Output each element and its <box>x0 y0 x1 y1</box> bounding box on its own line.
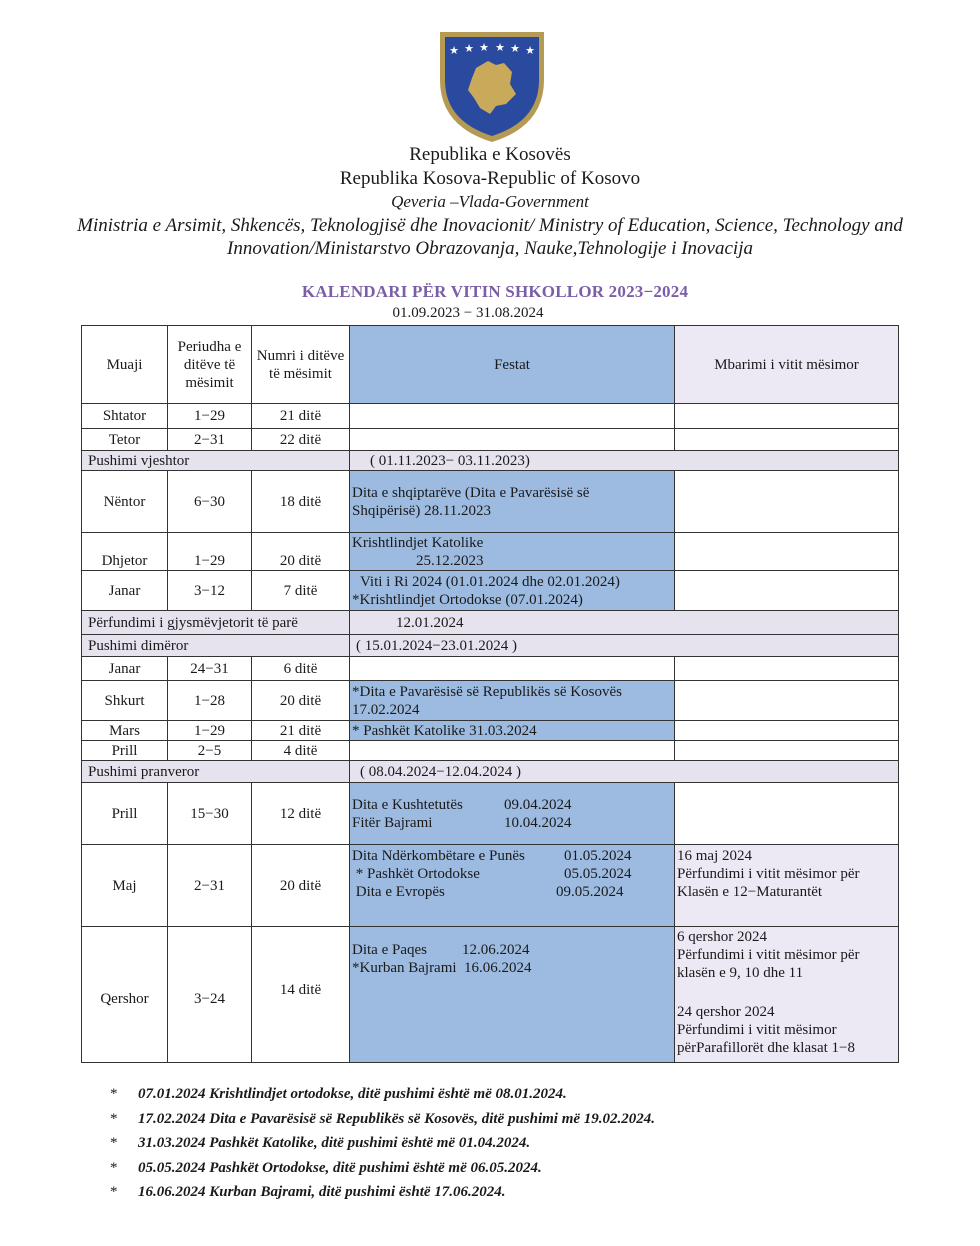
svg-text:★: ★ <box>464 42 474 55</box>
table-row <box>82 471 899 533</box>
footnote: * 07.01.2024 Krishtlindjet ortodokse, ditë pushimi është më 08.01.2024. <box>110 1086 567 1102</box>
year-end-cell <box>675 681 899 721</box>
table-row <box>82 681 899 721</box>
holiday-cell <box>350 783 675 845</box>
holiday-line: Dita e shqiptarëve (Dita e Pavarësisë së <box>352 484 590 501</box>
break-label: Pushimi dimëror <box>82 635 350 657</box>
table-row <box>82 783 899 845</box>
month-cell: Prill <box>82 783 168 845</box>
period-cell: 3−24 <box>168 927 252 1063</box>
year-end-line: 24 qershor 2024 <box>677 1004 775 1020</box>
holiday-name: Dita e Evropës <box>352 884 445 900</box>
table-row <box>82 927 899 1063</box>
spring-break-row <box>82 761 899 783</box>
winter-break-row <box>82 635 899 657</box>
year-end-cell <box>675 471 899 533</box>
year-end-cell <box>675 533 899 571</box>
days-cell: 20 ditë <box>252 681 350 721</box>
footnote: * 17.02.2024 Dita e Pavarësisë së Republikës së Kosovës, ditë pushimi më 19.02.2024. <box>110 1110 656 1127</box>
calendar-title: KALENDARI PËR VITIN SHKOLLOR 2023−2024 <box>301 282 689 301</box>
republic-name: Republika e Kosovës <box>409 144 571 165</box>
footnote: * 05.05.2024 Pashkët Ortodokse, ditë pushimi është më 06.05.2024. <box>110 1159 542 1176</box>
month-cell: Tetor <box>82 429 168 451</box>
holiday-cell <box>350 741 675 761</box>
holiday-date: 10.04.2024 <box>504 814 572 831</box>
month-cell: Janar <box>82 657 168 681</box>
holiday-name: Fitër Bajrami <box>352 814 433 831</box>
autumn-break-row <box>82 451 899 471</box>
holiday-line: 25.12.2023 <box>416 552 484 569</box>
year-end-cell <box>675 404 899 429</box>
holiday-line: *Dita e Pavarësisë së Republikës së Kosovës <box>352 683 622 700</box>
table-row <box>82 721 899 741</box>
header-year-end: Mbarimi i vitit mësimor <box>675 326 899 404</box>
holiday-cell <box>350 845 675 927</box>
holiday-date: 01.05.2024 <box>564 848 632 864</box>
holiday-line: Shqipërisë) 28.11.2023 <box>352 502 492 519</box>
period-cell: 2−31 <box>168 429 252 451</box>
year-end-line: 6 qershor 2024 <box>677 929 767 945</box>
table-row <box>82 404 899 429</box>
days-cell: 22 ditë <box>252 429 350 451</box>
year-end-line: Përfundimi i vitit mësimor për <box>677 866 860 882</box>
month-cell: Dhjetor <box>82 533 168 571</box>
header-holidays: Festat <box>350 326 675 404</box>
holiday-cell <box>350 927 675 1063</box>
month-cell: Prill <box>82 741 168 761</box>
year-end-cell <box>675 741 899 761</box>
days-cell: 20 ditë <box>252 845 350 927</box>
holiday-cell <box>350 571 675 611</box>
year-end-cell <box>675 927 899 1063</box>
header-period: Periudha e ditëve të mësimit <box>168 326 252 404</box>
year-end-cell <box>675 657 899 681</box>
holiday-line: Krishtlindjet Katolike <box>352 534 484 551</box>
table-row <box>82 571 899 611</box>
year-end-cell <box>675 571 899 611</box>
year-end-line: përParafillorët dhe klasat 1−8 <box>677 1040 855 1056</box>
year-end-line: 16 maj 2024 <box>677 848 752 864</box>
calendar-table <box>81 325 899 1063</box>
table-row <box>82 845 899 927</box>
days-cell: 4 ditë <box>252 741 350 761</box>
period-cell: 1−29 <box>168 721 252 741</box>
days-cell: 20 ditë <box>252 533 350 571</box>
month-cell: Mars <box>82 721 168 741</box>
table-row <box>82 741 899 761</box>
year-end-line: Përfundimi i vitit mësimor për <box>677 947 860 963</box>
holiday-cell <box>350 533 675 571</box>
holiday-line: 17.02.2024 <box>352 701 420 718</box>
holiday-cell <box>350 404 675 429</box>
year-end-line: klasën e 9, 10 dhe 11 <box>677 965 804 981</box>
svg-text:★: ★ <box>510 42 520 55</box>
footnote: * 31.03.2024 Pashkët Katolike, ditë pushimi është më 01.04.2024. <box>110 1135 531 1151</box>
period-cell: 1−29 <box>168 404 252 429</box>
holiday-date: 09.05.2024 <box>556 884 624 900</box>
year-end-line: Përfundimi i vitit mësimor <box>677 1022 837 1038</box>
half-year-row <box>82 611 899 635</box>
period-cell: 2−31 <box>168 845 252 927</box>
half-year-date: 12.01.2024 <box>350 611 899 635</box>
holiday-cell <box>350 429 675 451</box>
header-month: Muaji <box>82 326 168 404</box>
break-label: Pushimi pranveror <box>82 761 350 783</box>
holiday-date: 12.06.2024 <box>462 942 530 958</box>
svg-text:★: ★ <box>449 44 459 57</box>
year-end-cell <box>675 429 899 451</box>
year-end-line: Klasën e 12−Maturantët <box>677 884 823 900</box>
svg-text:★: ★ <box>495 41 505 54</box>
header-days: Numri i ditëve të mësimit <box>252 326 350 404</box>
republic-name-multilingual: Republika Kosova-Republic of Kosovo <box>339 168 641 189</box>
period-cell: 1−28 <box>168 681 252 721</box>
month-cell: Nëntor <box>82 471 168 533</box>
holiday-date: 05.05.2024 <box>564 866 632 882</box>
break-dates: ( 01.11.2023− 03.11.2023) <box>350 451 899 471</box>
year-end-cell <box>675 783 899 845</box>
days-cell: 7 ditë <box>252 571 350 611</box>
month-cell: Shtator <box>82 404 168 429</box>
holiday-cell <box>350 471 675 533</box>
kosovo-emblem <box>436 28 548 146</box>
holiday-line: *Kurban Bajrami 16.06.2024 <box>352 960 532 976</box>
month-cell: Janar <box>82 571 168 611</box>
period-cell: 6−30 <box>168 471 252 533</box>
month-cell: Qershor <box>82 927 168 1063</box>
ministry-name: Ministria e Arsimit, Shkencës, Teknologjisë dhe Inovacionit/ Ministry of Education, Science, Technology and Innovation/Ministarstvo Obrazovanja, Nauke,Tehnologije i Inovacija <box>77 215 903 259</box>
holiday-cell: * Pashkët Katolike 31.03.2024 <box>350 721 675 741</box>
table-row <box>82 657 899 681</box>
table-row <box>82 533 899 571</box>
period-cell: 15−30 <box>168 783 252 845</box>
holiday-name: Dita e Paqes <box>352 942 427 958</box>
year-end-cell <box>675 845 899 927</box>
table-row <box>82 429 899 451</box>
year-end-cell <box>675 721 899 741</box>
svg-text:★: ★ <box>525 44 535 57</box>
holiday-name: Dita Ndërkombëtare e Punës <box>352 848 525 864</box>
period-cell: 2−5 <box>168 741 252 761</box>
holiday-name: * Pashkët Ortodokse <box>352 866 480 882</box>
days-cell: 14 ditë <box>252 927 350 1063</box>
holiday-date: 09.04.2024 <box>504 796 572 813</box>
holiday-name: Dita e Kushtetutës <box>352 796 463 813</box>
break-dates: ( 08.04.2024−12.04.2024 ) <box>350 761 899 783</box>
days-cell: 12 ditë <box>252 783 350 845</box>
holiday-line: Viti i Ri 2024 (01.01.2024 dhe 02.01.2024) <box>360 573 620 590</box>
days-cell: 21 ditë <box>252 721 350 741</box>
table-header-row <box>82 326 899 404</box>
holiday-line: *Krishtlindjet Ortodokse (07.01.2024) <box>352 591 583 608</box>
government-name: Qeveria –Vlada-Government <box>391 192 589 211</box>
month-cell: Maj <box>82 845 168 927</box>
days-cell: 21 ditë <box>252 404 350 429</box>
half-year-label: Përfundimi i gjysmëvjetorit të parë <box>82 611 350 635</box>
period-cell: 1−29 <box>168 533 252 571</box>
school-year-period: 01.09.2023 − 31.08.2024 <box>392 305 544 321</box>
break-label: Pushimi vjeshtor <box>82 451 350 471</box>
holiday-cell <box>350 681 675 721</box>
period-cell: 3−12 <box>168 571 252 611</box>
period-cell: 24−31 <box>168 657 252 681</box>
month-cell: Shkurt <box>82 681 168 721</box>
break-dates: ( 15.01.2024−23.01.2024 ) <box>350 635 899 657</box>
holiday-cell <box>350 657 675 681</box>
days-cell: 6 ditë <box>252 657 350 681</box>
footnote: * 16.06.2024 Kurban Bajrami, ditë pushimi është 17.06.2024. <box>110 1184 506 1200</box>
footnotes <box>110 1086 655 1209</box>
days-cell: 18 ditë <box>252 471 350 533</box>
svg-text:★: ★ <box>479 41 489 54</box>
